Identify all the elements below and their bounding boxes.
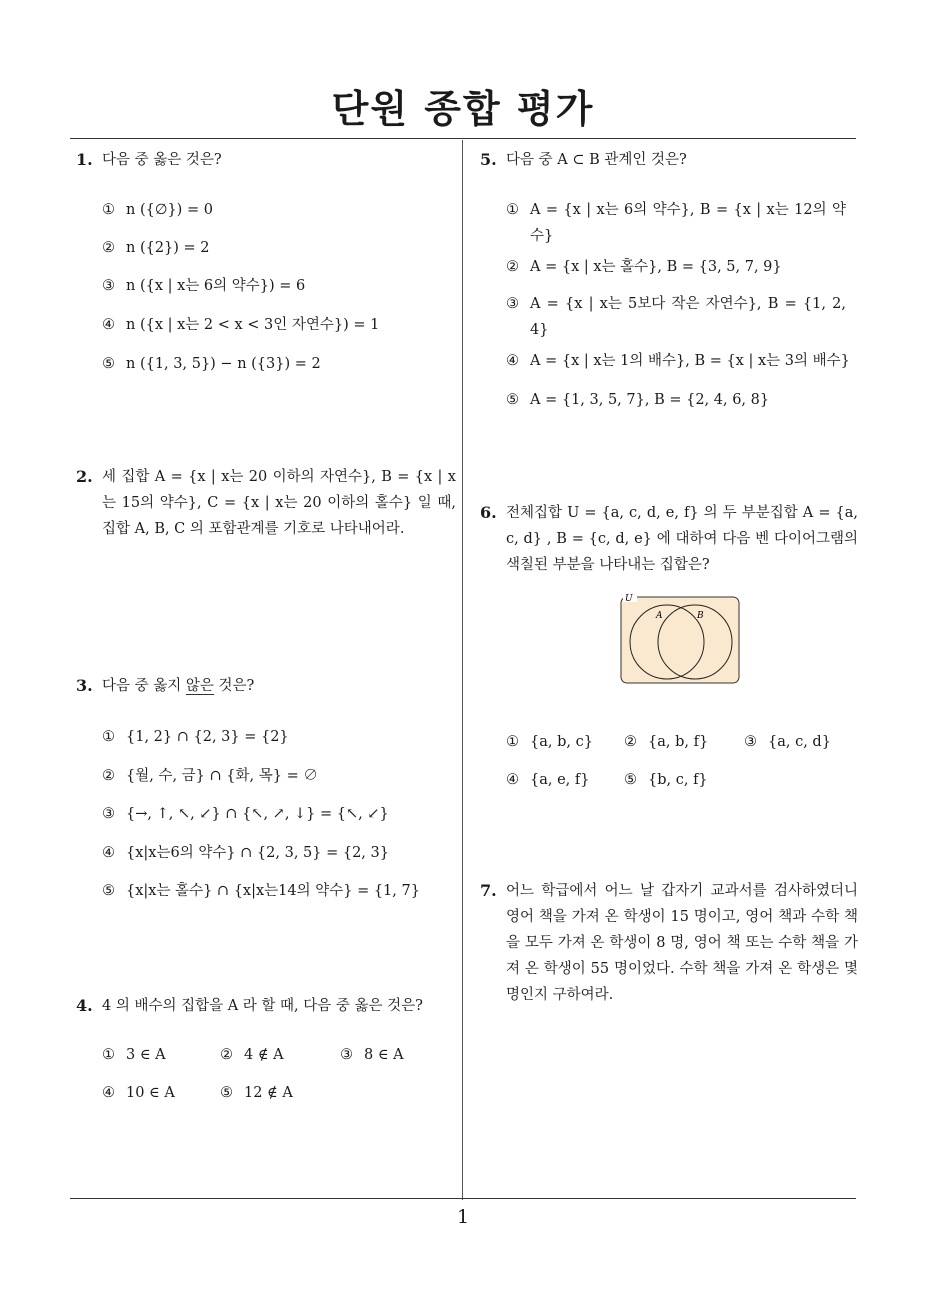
venn-label-a: A [656,611,663,621]
choice-3-4[interactable] [102,840,389,866]
page-number: 1 [456,1206,470,1228]
choice-1-3[interactable] [102,273,305,299]
question-2 [76,464,456,542]
column-divider [462,140,463,1200]
choice-mark: ① [102,202,115,218]
choice-text: {a, b, f} [648,734,709,750]
question-text: 어느 학급에서 어느 날 갑자기 교과서를 검사하였더니 영어 책을 가져 온 학생이 15 명이고, 영어 책과 수학 책을 모두 가져 온 학생이 8 명, 영어 책 또는 수학 책을 가져 온 학생이 55 명이었다. 수학 책을 가져 온 학생은 몇 명인지 구하여라. [506,883,858,1003]
choice-text: A = {x | x는 홀수}, B = {3, 5, 7, 9} [530,259,782,275]
choice-mark: ① [102,729,115,745]
choice-text: A = {x | x는 1의 배수}, B = {x | x는 3의 배수} [530,353,850,369]
choice-mark: ① [102,1047,115,1063]
choice-6-1[interactable] [506,729,593,755]
choice-1-2[interactable] [102,235,210,261]
choice-text: {x|x는 홀수} ∩ {x|x는14의 약수} = {1, 7} [126,883,420,899]
choice-text: 10 ∈ A [126,1085,175,1101]
choice-text: {x|x는6의 약수} ∩ {2, 3, 5} = {2, 3} [126,845,389,861]
choice-mark: ⑤ [220,1085,233,1101]
choice-4-5[interactable] [220,1080,293,1106]
choice-6-2[interactable] [624,729,708,755]
choice-mark: ② [624,734,637,750]
question-number: 7. [480,881,497,900]
question-number: 2. [76,467,93,486]
choice-text: n ({x | x는 2 < x < 3인 자연수}) = 1 [126,317,380,333]
choice-3-2[interactable] [102,763,318,789]
choice-text: n ({x | x는 6의 약수}) = 6 [126,278,306,294]
choice-mark: ③ [340,1047,353,1063]
question-number: 4. [76,996,93,1015]
choice-text: {a, c, d} [768,734,831,750]
choice-5-3[interactable] [506,291,846,343]
choice-text: 12 ∉ A [244,1085,293,1101]
choice-text: 3 ∈ A [126,1047,166,1063]
venn-diagram [620,592,740,684]
choice-mark: ① [506,202,519,218]
top-rule [70,138,856,139]
choice-mark: ② [102,240,115,256]
choice-mark: ⑤ [102,356,115,372]
choice-text: A = {x | x는 6의 약수}, B = {x | x는 12의 약수} [530,202,846,244]
choice-mark: ③ [102,278,115,294]
choice-mark: ② [506,259,519,275]
question-7 [480,878,858,1008]
page-title: 단원 종합 평가 [331,87,595,131]
choice-5-1[interactable] [506,197,846,249]
choice-4-2[interactable] [220,1042,284,1068]
question-number: 3. [76,676,93,695]
question-text: 다음 중 옳지 [102,678,186,694]
underlined-word: 않은 [185,678,214,694]
choice-mark: ⑤ [624,772,637,788]
choice-text: n ({∅}) = 0 [126,202,213,218]
bottom-rule [70,1198,856,1199]
choice-1-4[interactable] [102,312,379,338]
choice-6-4[interactable] [506,767,589,793]
choice-text: 8 ∈ A [364,1047,404,1063]
question-number: 6. [480,503,497,522]
question-text: 전체집합 U = {a, c, d, e, f} 의 두 부분집합 A = {a, c, d} , B = {c, d, e} 에 대하여 다음 벤 다이어그램의 색칠된 부분을 나타내는 집합은? [506,505,858,573]
venn-label-b: B [697,611,704,621]
choice-text: {월, 수, 금} ∩ {화, 목} = ∅ [126,768,318,784]
question-text: 다음 중 옳은 것은? [102,152,222,168]
choice-mark: ④ [506,772,519,788]
choice-3-1[interactable] [102,724,289,750]
venn-label-u: U [625,594,633,604]
question-6 [480,500,858,578]
choice-3-5[interactable] [102,878,420,904]
choice-text: n ({1, 3, 5}) − n ({3}) = 2 [126,356,321,372]
choice-mark: ④ [102,1085,115,1101]
choice-1-1[interactable] [102,197,213,223]
choice-4-3[interactable] [340,1042,404,1068]
choice-1-5[interactable] [102,351,321,377]
question-5 [480,147,858,173]
question-number: 1. [76,150,93,169]
choice-6-5[interactable] [624,767,708,793]
choice-5-4[interactable] [506,348,850,374]
question-number: 5. [480,150,497,169]
choice-mark: ⑤ [506,392,519,408]
choice-mark: ③ [102,806,115,822]
question-text: 다음 중 A ⊂ B 관계인 것은? [506,152,687,168]
choice-mark: ④ [102,845,115,861]
choice-text: {a, e, f} [530,772,590,788]
choice-mark: ④ [506,353,519,369]
choice-4-4[interactable] [102,1080,175,1106]
choice-text: {1, 2} ∩ {2, 3} = {2} [126,729,289,745]
choice-6-3[interactable] [744,729,831,755]
choice-text: {b, c, f} [648,772,708,788]
choice-4-1[interactable] [102,1042,166,1068]
choice-text: A = {x | x는 5보다 작은 자연수}, B = {1, 2, 4} [530,296,846,338]
question-4 [76,993,456,1019]
question-text: 4 의 배수의 집합을 A 라 할 때, 다음 중 옳은 것은? [102,998,423,1014]
question-1 [76,147,456,173]
choice-mark: ② [220,1047,233,1063]
choice-text: A = {1, 3, 5, 7}, B = {2, 4, 6, 8} [530,392,770,408]
question-3 [76,673,456,699]
choice-mark: ⑤ [102,883,115,899]
choice-mark: ① [506,734,519,750]
choice-mark: ③ [744,734,757,750]
question-text-end: 것은? [213,678,255,694]
choice-text: 4 ∉ A [244,1047,284,1063]
choice-mark: ④ [102,317,115,333]
choice-5-2[interactable] [506,254,782,280]
choice-mark: ③ [506,296,519,312]
choice-text: {a, b, c} [530,734,593,750]
choice-mark: ② [102,768,115,784]
choice-3-3[interactable] [102,801,389,827]
choice-text: n ({2}) = 2 [126,240,210,256]
venn-universe [621,597,739,683]
choice-5-5[interactable] [506,387,769,413]
choice-text: {→, ↑, ↖, ↙} ∩ {↖, ↗, ↓} = {↖, ↙} [126,806,389,822]
question-text: 세 집합 A = {x | x는 20 이하의 자연수}, B = {x | x는 15의 약수}, C = {x | x는 20 이하의 홀수} 일 때, 집합 A, B, C 의 포함관계를 기호로 나타내어라. [102,469,456,537]
